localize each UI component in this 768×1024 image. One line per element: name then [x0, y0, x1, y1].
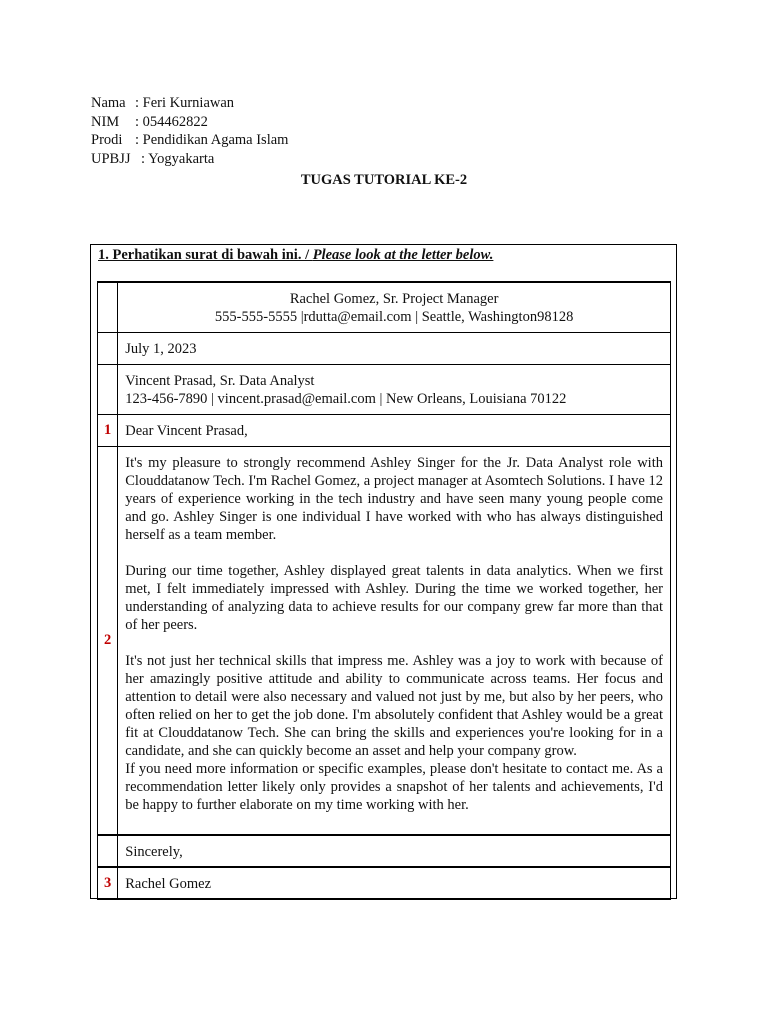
instruction-italic: Please look at the letter below.: [312, 247, 494, 263]
page-title: TUGAS TUTORIAL KE-2: [300, 172, 468, 188]
field-value: : 054462822: [135, 113, 208, 130]
question-box: [90, 244, 677, 899]
field-label: NIM: [91, 113, 120, 130]
body-paragraph-3: It's not just her technical skills that impress me. Ashley was a joy to work with because of her amazingly positive attitude and ability to communicate across teams. Her focus and attention to detail were also necessary and valued not just by me, but also by her peers, who often relied on her to get the job done. I'm absolutely confident that Ashley would be a great fit at Clouddatanow Tech. She can bring the skills and experiences you're looking for in a candidate, and she can quickly become an asset and help your company grow.: [125, 652, 663, 759]
field-label: UPBJJ: [91, 150, 131, 167]
field-prodi: [91, 131, 288, 150]
instruction-text: 1. Perhatikan surat di bawah ini. /: [98, 247, 313, 263]
marker-cell: [98, 364, 118, 414]
signature: Rachel Gomez: [118, 867, 671, 899]
closing: Sincerely,: [118, 835, 671, 867]
field-upbjj: [91, 150, 288, 169]
marker-1: 1: [98, 414, 118, 446]
marker-cell: [98, 332, 118, 364]
marker-2: 2: [98, 446, 118, 835]
body-cell: [118, 446, 671, 835]
letter-table: [97, 281, 671, 900]
body-paragraph-4: If you need more information or specific examples, please don't hesitate to contact me. As a recommendation letter likely only provides a snapshot of her talents and achievements, I'd be happy to further elaborate on my time working with her.: [125, 760, 663, 813]
sender-cell: [118, 282, 671, 332]
field-nama: [91, 94, 288, 113]
student-info: [91, 94, 288, 168]
field-value: : Feri Kurniawan: [135, 95, 235, 111]
body-paragraph-1: It's my pleasure to strongly recommend Ashley Singer for the Jr. Data Analyst role with Clouddatanow Tech. I'm Rachel Gomez, a project manager at Asomtech Solutions. I have 12 years of experience working in the tech industry and have seen many young people come and go. Ashley Singer is one individual I have worked with who has always distinguished herself as a team member.: [125, 454, 663, 543]
marker-cell: [98, 835, 118, 867]
marker-cell: [98, 282, 118, 332]
sender-name: Rachel Gomez, Sr. Project Manager: [289, 291, 499, 307]
row-body: [98, 446, 671, 835]
row-signature: [98, 867, 671, 899]
row-salutation: [98, 414, 671, 446]
date-cell: July 1, 2023: [118, 332, 671, 364]
row-closing: [98, 835, 671, 867]
row-sender: [98, 282, 671, 332]
field-label: Prodi: [91, 132, 123, 148]
field-label: Nama: [91, 95, 126, 111]
instruction: [98, 246, 493, 264]
recipient-name: Vincent Prasad, Sr. Data Analyst: [125, 372, 315, 389]
field-value: : Pendidikan Agama Islam: [135, 132, 289, 148]
body-paragraph-2: During our time together, Ashley displayed great talents in data analytics. When we first met, I felt immediately impressed with Ashley. During the time we worked together, her understanding of analyzing data to achieve results for our company grew far more than that of her peers.: [125, 562, 663, 633]
field-nim: [91, 113, 288, 132]
row-date: [98, 332, 671, 364]
sender-contact: 555-555-5555 |rdutta@email.com | Seattle, Washington98128: [214, 309, 574, 325]
recipient-contact: 123-456-7890 | vincent.prasad@email.com | New Orleans, Louisiana 70122: [125, 390, 567, 407]
row-recipient: [98, 364, 671, 414]
salutation: Dear Vincent Prasad,: [118, 414, 671, 446]
field-value: : Yogyakarta: [141, 150, 215, 167]
recipient-cell: [118, 364, 671, 414]
marker-3: 3: [98, 867, 118, 899]
